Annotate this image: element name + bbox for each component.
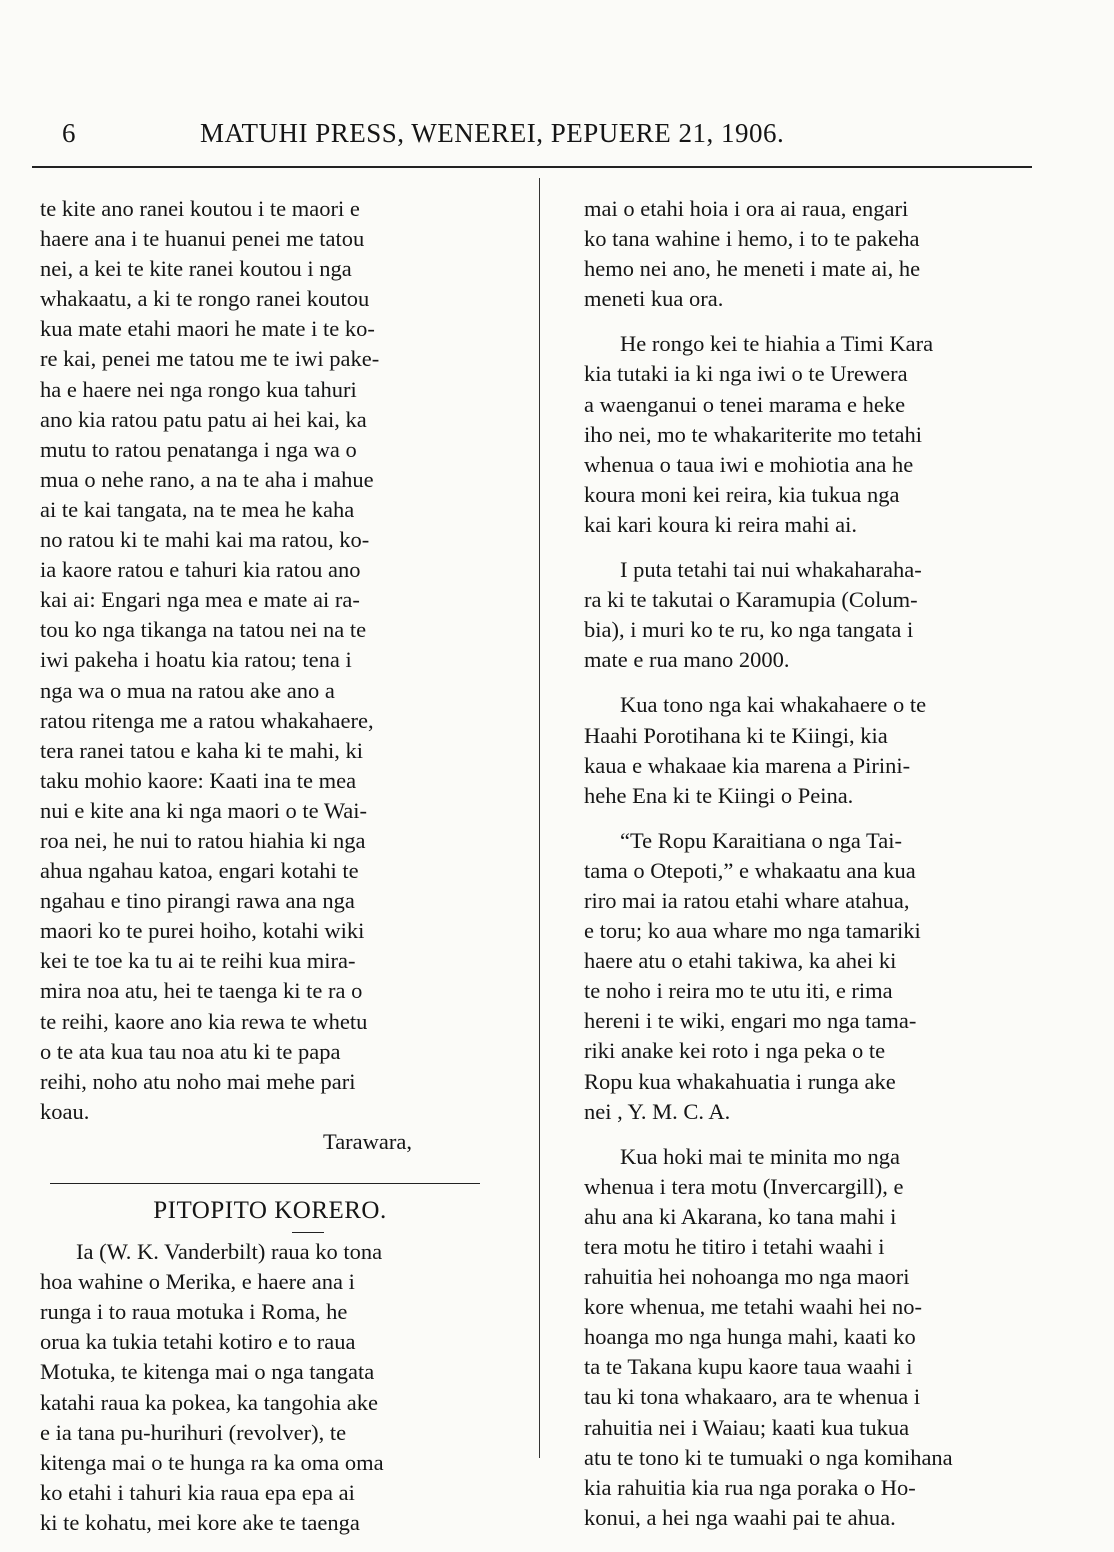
page-number: 6 bbox=[62, 118, 76, 148]
news-paragraph bbox=[584, 329, 1036, 540]
text-line: kaua e whakaae kia marena a Pirini- bbox=[584, 752, 911, 778]
text-line: ahua ngahau katoa, engari kotahi te bbox=[40, 858, 359, 884]
text-line: He rongo kei te hiahia a Timi Kara bbox=[620, 331, 934, 357]
text-line: Haahi Porotihana ki te Kiingi, kia bbox=[584, 722, 888, 748]
paragraph-gap bbox=[584, 540, 1036, 555]
text-line: ko etahi i tahuri kia raua epa epa ai bbox=[40, 1479, 355, 1505]
paragraph-gap bbox=[584, 1127, 1036, 1142]
article-continued bbox=[40, 194, 500, 1127]
text-line: whenua o taua iwi e mohiotia ana he bbox=[584, 451, 914, 477]
text-line: Ia (W. K. Vanderbilt) raua ko tona bbox=[76, 1239, 383, 1265]
news-paragraph bbox=[584, 555, 1036, 675]
text-line: kei te toe ka tu ai te reihi kua mira- bbox=[40, 948, 356, 974]
text-line: kua mate etahi maori he mate i te ko- bbox=[40, 316, 375, 342]
section-title: PITOPITO KORERO. bbox=[153, 1197, 387, 1224]
text-line: no ratou ki te mahi kai ma ratou, ko- bbox=[40, 527, 370, 553]
text-line: nga wa o mua na ratou ake ano a bbox=[40, 677, 335, 703]
text-line: ra ki te takutai o Karamupia (Colum- bbox=[584, 587, 918, 613]
news-paragraph bbox=[584, 1142, 1036, 1533]
left-column bbox=[40, 194, 500, 1538]
page-header-title: MATUHI PRESS, WENEREI, PEPUERE 21, 1906. bbox=[200, 118, 785, 148]
text-line: roa nei, he nui to ratou hiahia ki nga bbox=[40, 827, 366, 853]
text-line: ki te kohatu, mei kore ake te taenga bbox=[40, 1509, 360, 1535]
text-line: ta te Takana kupu kaore taua waahi i bbox=[584, 1354, 913, 1380]
text-line: kai kari koura ki reira mahi ai. bbox=[584, 511, 858, 537]
news-paragraph bbox=[584, 194, 1036, 314]
text-line: kia tutaki ia ki nga iwi o te Urewera bbox=[584, 361, 908, 387]
text-line: iho nei, mo te whakariterite mo tetahi bbox=[584, 421, 923, 447]
paragraph-gap bbox=[584, 314, 1036, 329]
text-line: hereni i te wiki, engari mo nga tama- bbox=[584, 1008, 917, 1034]
text-line: reihi, noho atu noho mai mehe pari bbox=[40, 1068, 356, 1094]
news-paragraph bbox=[584, 690, 1036, 810]
text-line: kitenga mai o te hunga ra ka oma oma bbox=[40, 1449, 384, 1475]
text-line: mua o nehe rano, a na te aha i mahue bbox=[40, 466, 374, 492]
text-line: iwi pakeha i hoatu kia ratou; tena i bbox=[40, 647, 352, 673]
text-line: koura moni kei reira, kia tukua nga bbox=[584, 481, 900, 507]
text-line: ia kaore ratou e tahuri kia ratou ano bbox=[40, 557, 361, 583]
paragraph-gap bbox=[584, 675, 1036, 690]
text-line: kia rahuitia kia rua nga poraka o Ho- bbox=[584, 1474, 916, 1500]
text-line: Kua tono nga kai whakahaere o te bbox=[620, 692, 927, 718]
text-line: ngahau e tino pirangi rawa ana nga bbox=[40, 888, 355, 914]
text-line: o te ata kua tau noa atu ki te papa bbox=[40, 1038, 341, 1064]
text-line: Motuka, te kitenga mai o nga tangata bbox=[40, 1359, 375, 1385]
text-line: tau ki tona whakaaro, ara te whenua i bbox=[584, 1384, 921, 1410]
text-line: tama o Otepoti,” e whakaatu ana kua bbox=[584, 857, 916, 883]
text-line: te reihi, kaore ano kia rewa te whetu bbox=[40, 1008, 368, 1034]
text-line: runga i to raua motuka i Roma, he bbox=[40, 1299, 348, 1325]
text-line: I puta tetahi tai nui whakaharaha- bbox=[620, 557, 922, 583]
text-line: tera ranei tatou e kaha ki te mahi, ki bbox=[40, 737, 363, 763]
text-line: meneti kua ora. bbox=[584, 286, 724, 312]
text-line: kore whenua, me tetahi waahi hei no- bbox=[584, 1294, 922, 1320]
text-line: tera motu he titiro i tetahi waahi i bbox=[584, 1234, 885, 1259]
text-line: katahi raua ka pokea, ka tangohia ake bbox=[40, 1389, 378, 1415]
text-line: ahu ana ki Akarana, ko tana mahi i bbox=[584, 1203, 897, 1229]
text-line: nui e kite ana ki nga maori o te Wai- bbox=[40, 797, 368, 823]
text-line: te kite ano ranei koutou i te maori e bbox=[40, 196, 360, 221]
text-line: atu te tono ki te tumuaki o nga komihana bbox=[584, 1444, 953, 1470]
text-line: ai te kai tangata, na te mea he kaha bbox=[40, 496, 355, 522]
text-line: haere ana i te huanui penei me tatou bbox=[40, 226, 365, 252]
text-line: ratou ritenga me a ratou whakahaere, bbox=[40, 707, 374, 733]
signoff: Tarawara, bbox=[323, 1128, 412, 1154]
text-line: mai o etahi hoia i ora ai raua, engari bbox=[584, 196, 909, 221]
header-rule bbox=[32, 166, 1032, 168]
text-line: e ia tana pu-hurihuri (revolver), te bbox=[40, 1419, 347, 1445]
text-line: Kua hoki mai te minita mo nga bbox=[620, 1143, 900, 1169]
text-line: ha e haere nei nga rongo kua tahuri bbox=[40, 376, 357, 402]
text-line: te noho i reira mo te utu iti, e rima bbox=[584, 978, 893, 1004]
text-line: rahuitia nei i Waiau; kaati kua tukua bbox=[584, 1414, 910, 1440]
text-line: maori ko te purei hoiho, kotahi wiki bbox=[40, 918, 365, 944]
text-line: ano kia ratou patu patu ai hei kai, ka bbox=[40, 406, 367, 432]
text-line: konui, a hei nga waahi pai te ahua. bbox=[584, 1504, 896, 1530]
title-rule bbox=[292, 1232, 324, 1233]
right-column bbox=[584, 194, 1036, 1533]
text-line: riki anake kei roto i nga peka o te bbox=[584, 1038, 886, 1064]
text-line: a waenganui o tenei marama e heke bbox=[584, 391, 906, 417]
text-line: kai ai: Engari nga mea e mate ai ra- bbox=[40, 587, 360, 613]
text-line: re kai, penei me tatou me te iwi pake- bbox=[40, 346, 380, 372]
text-line: mate e rua mano 2000. bbox=[584, 647, 790, 673]
section-rule bbox=[50, 1183, 480, 1184]
text-line: haere atu o etahi takiwa, ka ahei ki bbox=[584, 948, 897, 974]
text-line: riro mai ia ratou etahi whare atahua, bbox=[584, 887, 910, 913]
column-divider bbox=[539, 178, 540, 1458]
text-line: koau. bbox=[40, 1098, 90, 1124]
text-line: Ropu kua whakahuatia i runga ake bbox=[584, 1068, 896, 1094]
text-line: “Te Ropu Karaitiana o nga Tai- bbox=[620, 827, 902, 853]
text-line: nei , Y. M. C. A. bbox=[584, 1098, 731, 1124]
text-line: whakaatu, a ki te rongo ranei koutou bbox=[40, 286, 370, 312]
news-item bbox=[40, 1237, 500, 1538]
text-line: nei, a kei te kite ranei koutou i nga bbox=[40, 256, 352, 282]
text-line: whenua i tera motu (Invercargill), e bbox=[584, 1173, 904, 1199]
text-line: hoanga mo nga hunga mahi, kaati ko bbox=[584, 1324, 916, 1350]
text-line: orua ka tukia tetahi kotiro e to raua bbox=[40, 1329, 356, 1355]
text-line: mira noa atu, hei te taenga ki te ra o bbox=[40, 978, 363, 1004]
text-line: rahuitia hei nohoanga mo nga maori bbox=[584, 1264, 910, 1290]
paragraph-gap bbox=[584, 811, 1036, 826]
text-line: tou ko nga tikanga na tatou nei na te bbox=[40, 617, 367, 643]
text-line: hehe Ena ki te Kiingi o Peina. bbox=[584, 782, 854, 808]
text-line: ko tana wahine i hemo, i to te pakeha bbox=[584, 226, 920, 252]
text-line: hemo nei ano, he meneti i mate ai, he bbox=[584, 256, 921, 282]
text-line: mutu to ratou penatanga i nga wa o bbox=[40, 436, 357, 462]
text-line: e toru; ko aua whare mo nga tamariki bbox=[584, 918, 921, 944]
text-line: bia), i muri ko te ru, ko nga tangata i bbox=[584, 617, 914, 643]
news-items bbox=[584, 194, 1036, 1533]
text-line: hoa wahine o Merika, e haere ana i bbox=[40, 1269, 355, 1295]
text-line: taku mohio kaore: Kaati ina te mea bbox=[40, 767, 357, 793]
news-paragraph bbox=[584, 826, 1036, 1127]
